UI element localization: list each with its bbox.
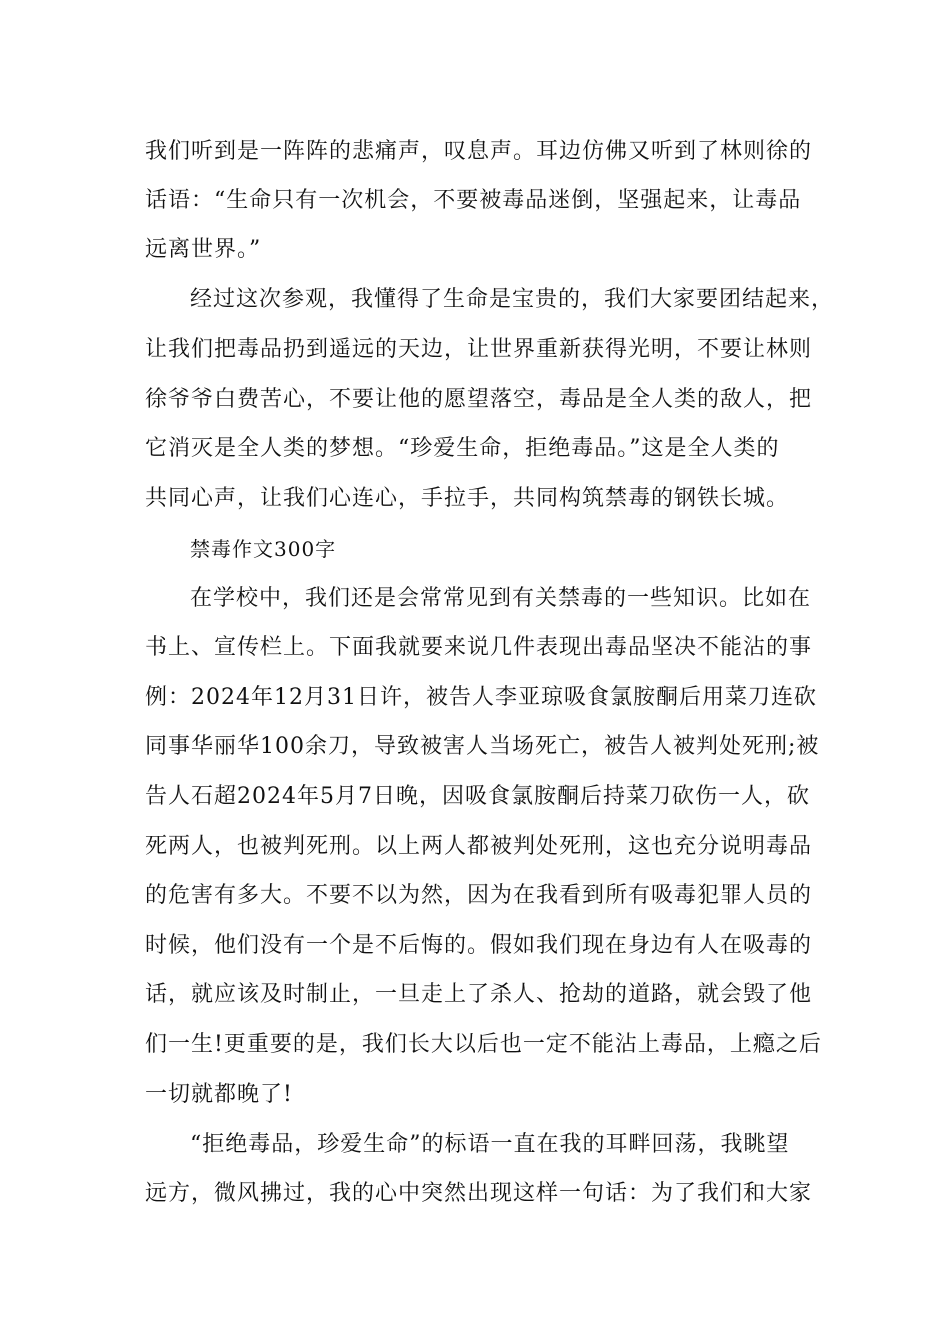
- paragraph-3-line-9: 话，就应该及时制止，一旦走上了杀人、抢劫的道路，就会毁了他: [145, 982, 813, 1007]
- paragraph-4-line-1: “拒绝毒品，珍爱生命”的标语一直在我的耳畔回荡，我眺望: [190, 1132, 790, 1157]
- paragraph-3-line-2: 书上、宣传栏上。下面我就要来说几件表现出毒品坚决不能沾的事: [145, 635, 813, 660]
- paragraph-3-line-8: 时候，他们没有一个是不后悔的。假如我们现在身边有人在吸毒的: [145, 933, 813, 958]
- paragraph-3-line-7: 的危害有多大。不要不以为然，因为在我看到所有吸毒犯罪人员的: [145, 883, 813, 908]
- paragraph-4-line-2: 远方，微风拂过，我的心中突然出现这样一句话：为了我们和大家: [145, 1181, 813, 1206]
- paragraph-3-line-1: 在学校中，我们还是会常常见到有关禁毒的一些知识。比如在: [190, 586, 812, 611]
- paragraph-2-line-1: 经过这次参观，我懂得了生命是宝贵的，我们大家要团结起来，: [190, 287, 835, 312]
- paragraph-2-line-2: 让我们把毒品扔到遥远的天边，让世界重新获得光明，不要让林则: [145, 337, 813, 362]
- paragraph-1-line-3: 远离世界。”: [145, 237, 262, 262]
- paragraph-3-line-3: 例：2024年12月31日许，被告人李亚琼吸食氯胺酮后用菜刀连砍: [145, 685, 817, 710]
- paragraph-2-line-3: 徐爷爷白费苦心，不要让他的愿望落空，毒品是全人类的敌人，把: [145, 387, 813, 412]
- paragraph-1-line-1: 我们听到是一阵阵的悲痛声，叹息声。耳边仿佛又听到了林则徐的: [145, 139, 813, 164]
- section-heading: 禁毒作文300字: [190, 537, 337, 561]
- paragraph-3-line-6: 死两人，也被判死刑。以上两人都被判处死刑，这也充分说明毒品: [145, 834, 813, 859]
- paragraph-3-line-10: 们一生!更重要的是，我们长大以后也一定不能沾上毒品，上瘾之后: [145, 1032, 822, 1057]
- paragraph-1-line-2: 话语：“生命只有一次机会，不要被毒品迷倒，坚强起来，让毒品: [145, 188, 802, 213]
- paragraph-2-line-5: 共同心声，让我们心连心，手拉手，共同构筑禁毒的钢铁长城。: [145, 486, 790, 511]
- paragraph-3-line-11: 一切就都晚了!: [145, 1082, 293, 1107]
- paragraph-2-line-4: 它消灭是全人类的梦想。“珍爱生命，拒绝毒品。”这是全人类的: [145, 436, 780, 461]
- paragraph-3-line-4: 同事华丽华100余刀，导致被害人当场死亡，被告人被判处死刑;被: [145, 734, 820, 759]
- paragraph-3-line-5: 告人石超2024年5月7日晚，因吸食氯胺酮后持菜刀砍伤一人，砍: [145, 784, 810, 809]
